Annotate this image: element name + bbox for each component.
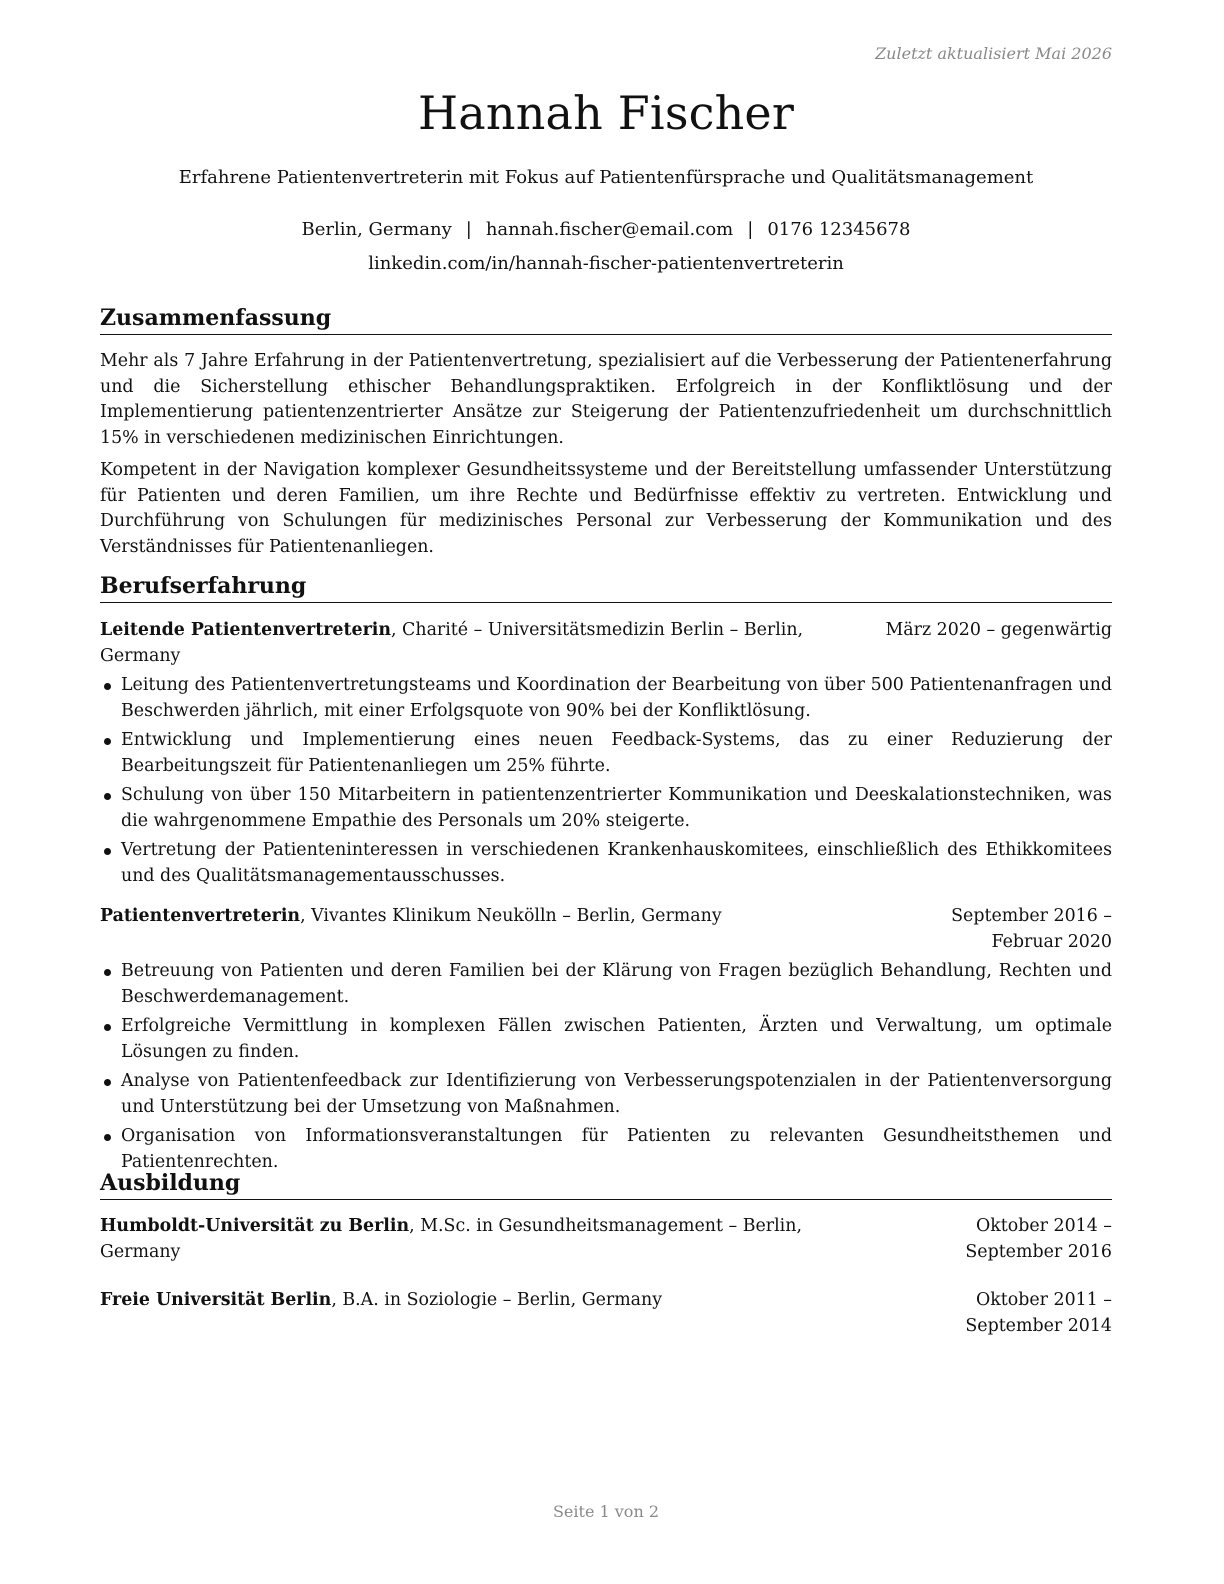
job-dates: September 2016 – Februar 2020 — [951, 906, 1112, 952]
list-item: Betreuung von Patienten und deren Familien bei der Klärung von Fragen bezüglich Behandlung, Rechten und Beschwerdemanagement. — [100, 959, 1112, 1010]
job-role: Leitende Patientenvertreterin — [100, 620, 391, 640]
resume-page — [100, 0, 1112, 1584]
job-organization: , Vivantes Klinikum Neukölln – Berlin, Germany — [300, 906, 722, 926]
summary-section — [100, 305, 1112, 560]
section-title: Berufserfahrung — [100, 573, 1112, 603]
experience-section — [100, 573, 1112, 1179]
education-dates: Oktober 2011 – September 2014 — [965, 1290, 1112, 1336]
job-title-line — [100, 904, 880, 930]
list-item: Entwicklung und Implementierung eines neuen Feedback-Systems, das zu einer Reduzierung der Bearbeitungszeit für Patientenanliegen um 25% führte. — [100, 728, 1112, 779]
education-school: Freie Universität Berlin — [100, 1290, 332, 1310]
job-organization: , Charité – Universitätsmedizin Berlin – Berlin, Germany — [100, 620, 804, 666]
education-degree: , M.Sc. in Gesundheitsmanagement – Berlin, Germany — [100, 1216, 802, 1262]
last-updated-note: Zuletzt aktualisiert Mai 2026 — [875, 44, 1112, 63]
list-item: Organisation von Informationsveranstaltungen für Patienten zu relevanten Gesundheitsthemen und Patientenrechten. — [100, 1124, 1112, 1175]
candidate-name: Hannah Fischer — [417, 86, 795, 140]
list-item: Leitung des Patientenvertretungsteams und Koordination der Bearbeitung von über 500 Patientenanfragen und Beschwerden jährlich, mit einer Erfolgsquote von 90% bei der Konfliktlösung. — [100, 673, 1112, 724]
list-item: Erfolgreiche Vermittlung in komplexen Fällen zwischen Patienten, Ärzten und Verwaltung, um optimale Lösungen zu finden. — [100, 1014, 1112, 1065]
list-item: Analyse von Patientenfeedback zur Identifizierung von Verbesserungspotenzialen in der Patientenversorgung und Unterstützung bei der Umsetzung von Maßnahmen. — [100, 1069, 1112, 1120]
job-role: Patientenvertreterin — [100, 906, 301, 926]
education-degree: , B.A. in Soziologie – Berlin, Germany — [331, 1290, 663, 1310]
summary-paragraph: Mehr als 7 Jahre Erfahrung in der Patientenvertretung, spezialisiert auf die Verbesserung der Patientenerfahrung und die Sicherstellung ethischer Behandlungspraktiken. Erfolgreich in der Konfliktlösung und der Implementierung patientenzentrierter Ansätze zur Steigerung der Patientenzufriedenheit um durchschnittlich 15% in verschiedenen medizinischen Einrichtungen. — [100, 351, 1112, 448]
job-dates: März 2020 – gegenwärtig — [885, 620, 1112, 640]
summary-paragraph: Kompetent in der Navigation komplexer Gesundheitssysteme und der Bereitstellung umfassender Unterstützung für Patienten und deren Familien, um ihre Rechte und Bedürfnisse effektiv zu vertreten. Entwicklung und Durchführung von Schulungen für medizinisches Personal zur Verbesserung der Kommunikation und des Verständnisses für Patientenanliegen. — [100, 460, 1112, 557]
contact-separator: | — [465, 219, 472, 240]
linkedin-link[interactable]: linkedin.com/in/hannah-fischer-patientenvertreterin — [368, 253, 844, 274]
section-title: Ausbildung — [100, 1170, 1112, 1200]
education-school: Humboldt-Universität zu Berlin — [100, 1216, 410, 1236]
contact-location: Berlin, Germany — [301, 219, 452, 240]
education-title-line — [100, 1214, 880, 1265]
job-header — [100, 618, 1112, 669]
page-number: Seite 1 von 2 — [552, 1502, 660, 1521]
tagline: Erfahrene Patientenvertreterin mit Fokus auf Patientenfürsprache und Qualitätsmanagement — [178, 167, 1034, 188]
job-header — [100, 904, 1112, 955]
education-section — [100, 1170, 1112, 1339]
job-entry — [100, 904, 1112, 1175]
job-entry — [100, 618, 1112, 889]
education-title-line — [100, 1288, 880, 1314]
education-dates: Oktober 2014 – September 2016 — [965, 1216, 1112, 1262]
list-item: Vertretung der Patienteninteressen in verschiedenen Krankenhauskomitees, einschließlich des Ethikkomitees und des Qualitätsmanagementausschusses. — [100, 838, 1112, 889]
education-entry — [100, 1288, 1112, 1339]
contact-line — [100, 219, 1112, 240]
job-bullets — [100, 673, 1112, 889]
section-title: Zusammenfassung — [100, 305, 1112, 335]
education-entry — [100, 1214, 1112, 1265]
contact-email[interactable]: hannah.fischer@email.com — [485, 219, 734, 240]
job-bullets — [100, 959, 1112, 1175]
job-title-line — [100, 618, 862, 669]
contact-separator: | — [747, 219, 754, 240]
list-item: Schulung von über 150 Mitarbeitern in patientenzentrierter Kommunikation und Deeskalationstechniken, was die wahrgenommene Empathie des Personals um 20% steigerte. — [100, 783, 1112, 834]
contact-phone: 0176 12345678 — [767, 219, 911, 240]
